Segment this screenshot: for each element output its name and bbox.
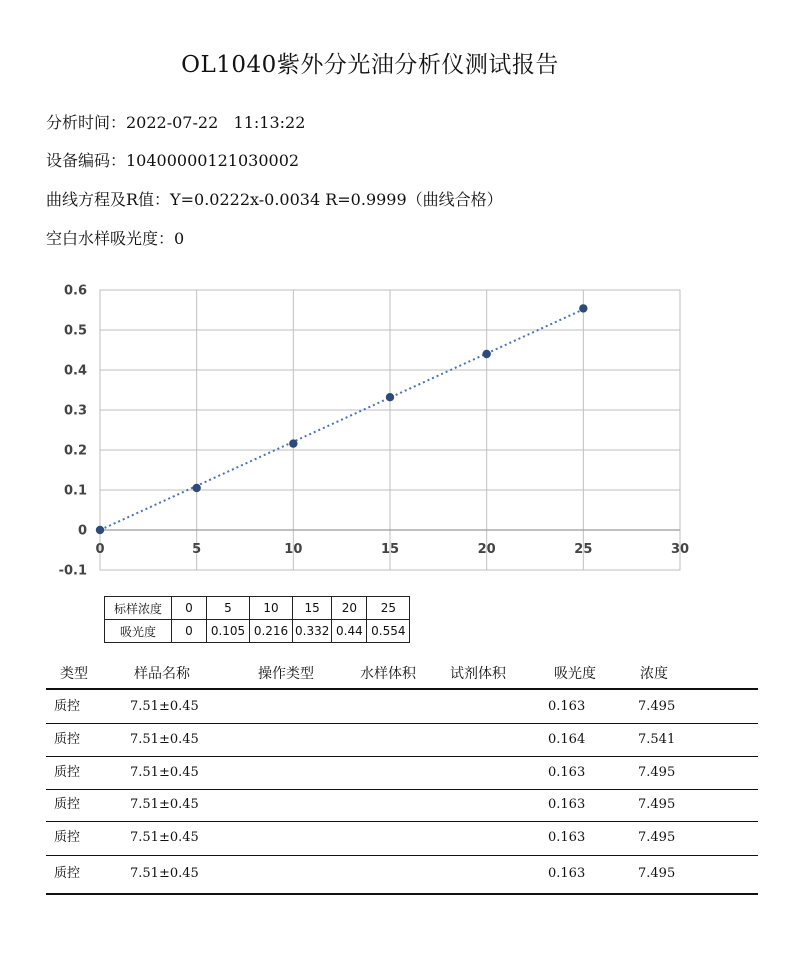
cell-absorbance: 0.164 — [548, 732, 586, 747]
y-tick-label: 0.1 — [63, 483, 87, 499]
table-cell: 0.332 — [293, 620, 332, 643]
x-tick-label: 30 — [670, 542, 690, 557]
standard-concentration-label: 标样浓度 — [105, 597, 172, 620]
cell-concentration: 7.495 — [638, 765, 676, 780]
cell-type: 质控 — [54, 866, 81, 881]
y-tick-label: 0.4 — [63, 363, 87, 379]
results-header — [46, 660, 758, 690]
report-title: OL1040紫外分光油分析仪测试报告 — [181, 52, 559, 78]
x-tick-label: 5 — [192, 542, 202, 557]
x-tick-label: 20 — [477, 542, 496, 557]
standard-table — [104, 596, 410, 643]
cell-sample-name: 7.51±0.45 — [130, 732, 199, 747]
header-type: 类型 — [60, 666, 88, 682]
cell-absorbance: 0.163 — [548, 866, 586, 881]
x-tick-label: 0 — [95, 542, 105, 557]
absorbance-row — [105, 620, 410, 643]
analysis-time: 分析时间：2022-07-22 11:13:22 — [46, 113, 306, 132]
standard-concentration-row — [105, 597, 410, 620]
header-absorbance: 吸光度 — [554, 666, 596, 682]
cell-sample-name: 7.51±0.45 — [130, 866, 199, 881]
result-row — [46, 821, 758, 856]
table-cell: 0 — [172, 597, 207, 620]
cell-type: 质控 — [54, 830, 81, 845]
result-row — [46, 855, 758, 895]
table-cell: 0.105 — [207, 620, 250, 643]
device-code: 设备编码：10400000121030002 — [46, 151, 300, 170]
y-tick-label: 0.6 — [63, 283, 87, 299]
x-tick-label: 25 — [574, 542, 593, 557]
header-operation-type: 操作类型 — [258, 666, 314, 682]
y-tick-label: 0 — [77, 523, 87, 539]
cell-type: 质控 — [54, 732, 81, 747]
cell-sample-name: 7.51±0.45 — [130, 699, 199, 714]
cell-sample-name: 7.51±0.45 — [130, 797, 199, 812]
absorbance-label: 吸光度 — [105, 620, 172, 643]
table-cell: 5 — [207, 597, 250, 620]
cell-type: 质控 — [54, 699, 81, 714]
cell-concentration: 7.495 — [638, 830, 676, 845]
table-cell: 0.216 — [250, 620, 293, 643]
trendline — [100, 309, 583, 530]
table-cell: 15 — [293, 597, 332, 620]
data-point — [386, 393, 394, 401]
data-point — [96, 526, 104, 534]
cell-concentration: 7.495 — [638, 797, 676, 812]
cell-absorbance: 0.163 — [548, 830, 586, 845]
result-row — [46, 756, 758, 790]
result-row — [46, 724, 758, 757]
data-point — [482, 350, 490, 358]
data-point — [289, 439, 297, 447]
cell-concentration: 7.541 — [638, 732, 676, 747]
cell-concentration: 7.495 — [638, 699, 676, 714]
header-concentration: 浓度 — [640, 666, 668, 682]
table-cell: 0 — [172, 620, 207, 643]
cell-type: 质控 — [54, 765, 81, 780]
blank-absorbance: 空白水样吸光度：0 — [46, 229, 185, 248]
y-tick-label: 0.2 — [63, 443, 87, 459]
y-tick-label: -0.1 — [58, 563, 87, 579]
x-tick-label: 15 — [380, 542, 400, 557]
cell-sample-name: 7.51±0.45 — [130, 765, 199, 780]
cell-absorbance: 0.163 — [548, 765, 586, 780]
table-cell: 0.554 — [367, 620, 410, 643]
y-tick-label: 0.3 — [63, 403, 87, 419]
table-cell: 10 — [250, 597, 293, 620]
table-cell: 20 — [332, 597, 367, 620]
table-cell: 0.44 — [332, 620, 367, 643]
result-row — [46, 690, 758, 724]
table-cell: 25 — [367, 597, 410, 620]
header-water-volume: 水样体积 — [360, 666, 416, 682]
cell-type: 质控 — [54, 797, 81, 812]
x-tick-label: 10 — [284, 542, 303, 557]
cell-absorbance: 0.163 — [548, 797, 586, 812]
header-reagent-volume: 试剂体积 — [450, 666, 506, 682]
calibration-chart — [0, 270, 720, 590]
curve-equation: 曲线方程及R值：Y=0.0222x-0.0034 R=0.9999（曲线合格） — [46, 190, 503, 209]
cell-concentration: 7.495 — [638, 866, 676, 881]
data-point — [192, 484, 200, 492]
y-tick-label: 0.5 — [63, 323, 87, 339]
result-row — [46, 789, 758, 822]
header-sample-name: 样品名称 — [134, 666, 190, 682]
cell-absorbance: 0.163 — [548, 699, 586, 714]
cell-sample-name: 7.51±0.45 — [130, 830, 199, 845]
data-point — [579, 304, 587, 312]
